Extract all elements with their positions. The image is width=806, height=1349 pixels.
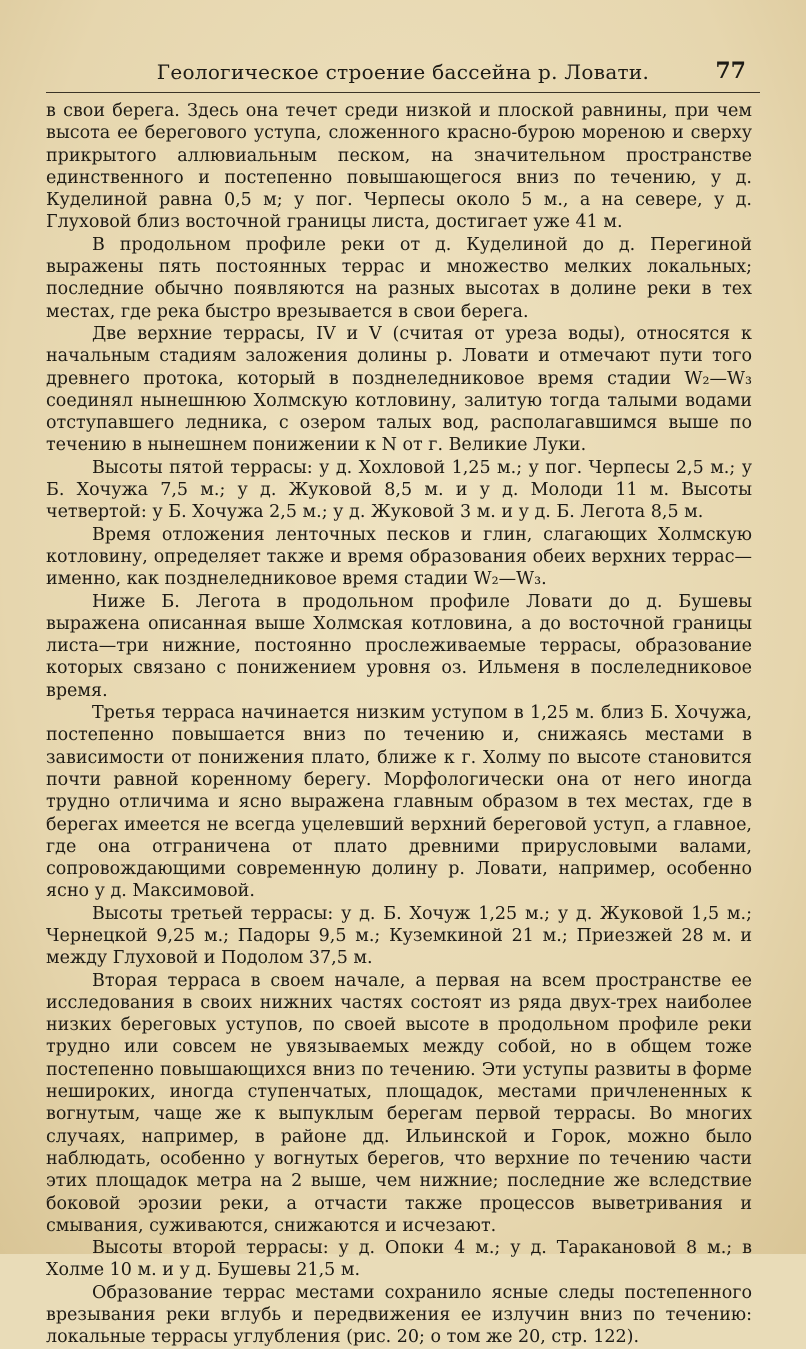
paragraph: Вторая терраса в своем начале, а первая на всем пространстве ее исследования в своих нижних частях состоят из ряда двух-трех наиболее низких береговых уступов, по своей высоте в продольном профиле реки трудно или совсем не увязываемых между собой, но в общем тоже постепенно повышающихся вниз по течению. Эти уступы развиты в форме нешироких, иногда ступенчатых, площадок, местами причлененных к вогнутым, чаще же к выпуклым берегам первой террасы. Во многих случаях, например, в районе дд. Ильинской и Горок, можно было наблюдать, особенно у вогнутых берегов, что верхние по течению части этих площадок метра на 2 выше, чем нижние; последние же вследствие боковой эрозии реки, а отчасти также процессов выветривания и смывания, суживаются, снижаются и исчезают. <box>46 970 752 1236</box>
paragraph: Ниже Б. Легота в продольном профиле Ловати до д. Бушевы выражена описанная выше Холмская котловина, а до восточной границы листа—три нижние, постоянно прослеживаемые террасы, образование которых связано с понижением уровня оз. Ильменя в послеледниковое время. <box>46 591 752 701</box>
paragraph: В продольном профиле реки от д. Куделиной до д. Перегиной выражены пять постоянных террас и множество мелких локальных; последние обычно появляются на разных высотах в долине реки в тех местах, где река быстро врезывается в свои берега. <box>46 234 752 322</box>
paragraph: Время отложения ленточных песков и глин, слагающих Холмскую котловину, определяет также и время образования обеих верхних террас—именно, как позднеледниковое время стадии W₂—W₃. <box>46 524 752 590</box>
paragraph: Высоты второй террасы: у д. Опоки 4 м.; у д. Таракановой 8 м.; в Холме 10 м. и у д. Бушевы 21,5 м. <box>46 1238 752 1281</box>
page-number: 77 <box>715 58 746 84</box>
paragraph: в свои берега. Здесь она течет среди низкой и плоской равнины, при чем высота ее берегового уступа, сложенного красно-бурою мореною и сверху прикрытого аллювиальным песком, на значительном пространстве единственного и постепенно повышающегося вниз по течению, у д. Куделиной равна 0,5 м; у пог. Черпесы около 5 м., а на севере, у д. Глуховой близ восточной границы листа, достигает уже 41 м. <box>46 101 752 233</box>
running-title: Геологическое строение бассейна р. Ловати. <box>156 60 650 84</box>
paragraph: Высоты пятой террасы: у д. Хохловой 1,25 м.; у пог. Черпесы 2,5 м.; у Б. Хочужа 7,5 м.; у д. Жуковой 8,5 м. и у д. Молоди 11 м. Высоты четвертой: у Б. Хочужа 2,5 м.; у д. Жуковой 3 м. и у д. Б. Легота 8,5 м. <box>46 457 752 523</box>
paragraph: Третья терраса начинается низким уступом в 1,25 м. близ Б. Хочужа, постепенно повышается вниз по течению и, снижаясь местами в зависимости от понижения плато, ближе к г. Холму по высоте становится почти равной коренному берегу. Морфологически она от него иногда трудно отличима и ясно выражена главным образом в тех местах, где в берегах имеется не всегда уцелевший верхний береговой уступ, а главное, где она отграничена от плато древними прирусловыми валами, сопровождающими современную долину р. Ловати, например, особенно ясно у д. Максимовой. <box>46 703 752 902</box>
page-header <box>46 56 760 93</box>
body-text <box>46 100 752 1349</box>
paragraph: Высоты третьей террасы: у д. Б. Хочуж 1,25 м.; у д. Жуковой 1,5 м.; Чернецкой 9,25 м.; Падоры 9,5 м.; Куземкиной 21 м.; Приезжей 28 м. и между Глуховой и Подолом 37,5 м. <box>46 903 752 969</box>
paragraph: Две верхние террасы, IV и V (считая от уреза воды), относятся к начальным стадиям заложения долины р. Ловати и отмечают пути того древнего протока, который в позднеледниковое время стадии W₂—W₃ соединял нынешнюю Холмскую котловину, залитую тогда талыми водами отступавшего ледника, с озером талых вод, располагавшимся выше по течению в нынешнем понижении к N от г. Великие Луки. <box>46 323 752 456</box>
paragraph: Образование террас местами сохранило ясные следы постепенного врезывания реки вглубь и передвижения ее излучин вниз по течению: локальные террасы углубления (рис. 20; о том же 20, стр. 122). <box>46 1282 752 1348</box>
